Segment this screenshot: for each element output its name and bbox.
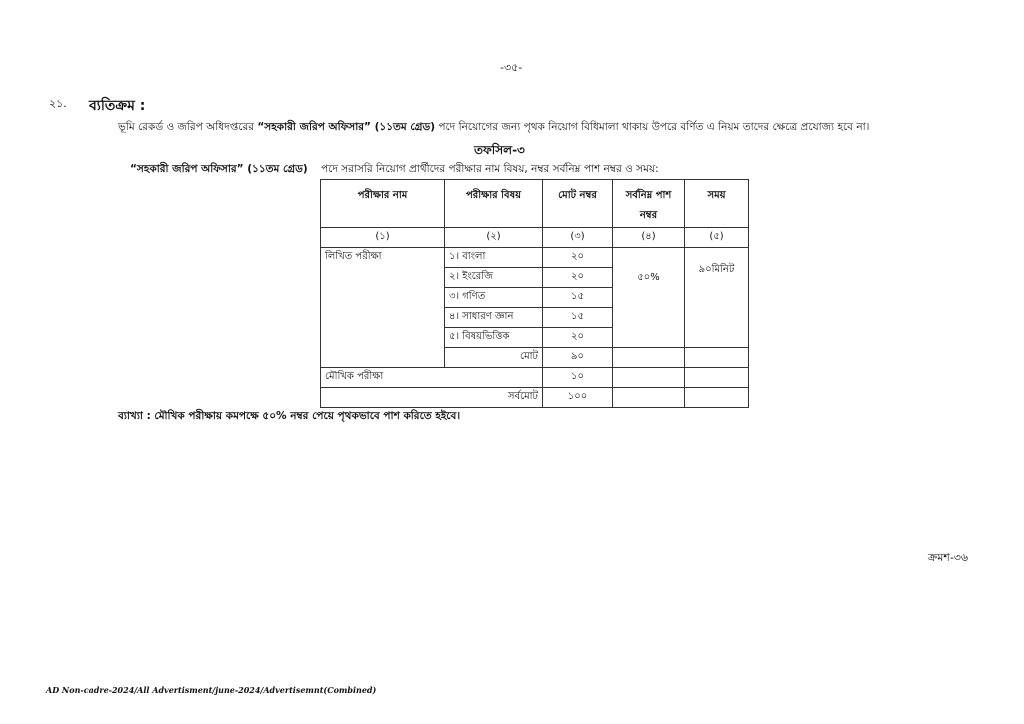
exception-paragraph xyxy=(118,120,869,137)
footer-path: AD Non-cadre-2024/All Advertisment/june-2024/Advertisemnt(Combined) xyxy=(46,685,377,695)
schedule-intro xyxy=(130,162,659,179)
oral-marks: ১০ xyxy=(543,368,613,388)
header-time: সময় xyxy=(685,180,749,228)
exam-table xyxy=(320,179,749,408)
grand-total: ১০০ xyxy=(543,388,613,408)
written-exam-cell: লিখিত পরীক্ষা xyxy=(321,248,445,368)
header-exam-name: পরীক্ষার নাম xyxy=(321,180,445,228)
schedule-title: তফসিল-৩ xyxy=(474,143,525,157)
header-pass-marks: সর্বনিম্ন পাশ নম্বর xyxy=(613,180,685,228)
empty-cell xyxy=(613,388,685,408)
total-label: মোট xyxy=(445,348,543,368)
col-number: (২) xyxy=(445,228,543,248)
pass-marks-cell: ৫০% xyxy=(613,248,685,348)
note-text: ব্যাখ্যা : মৌখিক পরীক্ষায় কমপক্ষে ৫০% নম্বর পেয়ে পৃথকভাবে পাশ করিতে হইবে। xyxy=(118,410,461,422)
page-number: -৩৫- xyxy=(500,61,523,74)
section-number: ২১. xyxy=(49,97,67,110)
header-exam-subject: পরীক্ষার বিষয় xyxy=(445,180,543,228)
subject-name: ২। ইংরেজি xyxy=(445,268,543,288)
section-title: ব্যতিক্রম : xyxy=(89,98,146,114)
col-number: (৩) xyxy=(543,228,613,248)
subject-marks: ২০ xyxy=(543,248,613,268)
subject-name: ৪। সাধারণ জ্ঞান xyxy=(445,308,543,328)
subject-name: ৩। গণিত xyxy=(445,288,543,308)
subject-marks: ১৫ xyxy=(543,308,613,328)
intro-text: পদে সরাসরি নিয়োগ প্রার্থীদের পরীক্ষার নাম বিষয়, নম্বর সর্বনিম্ন পাশ নম্বর ও সময়: xyxy=(321,163,659,175)
continued-label: ক্রমশ-৩৬ xyxy=(928,551,969,564)
subject-marks: ২০ xyxy=(543,328,613,348)
col-number: (৫) xyxy=(685,228,749,248)
empty-cell xyxy=(685,388,749,408)
subject-marks: ২০ xyxy=(543,268,613,288)
subject-name: ৫। বিষয়ভিত্তিক xyxy=(445,328,543,348)
empty-cell xyxy=(613,368,685,388)
header-total-marks: মোট নম্বর xyxy=(543,180,613,228)
empty-cell xyxy=(613,348,685,368)
empty-cell xyxy=(685,368,749,388)
para-post-title: “সহকারী জরিপ অফিসার” (১১তম গ্রেড) xyxy=(257,121,436,133)
para-pre: ভূমি রেকর্ড ও জরিপ অধিদপ্তরের xyxy=(118,121,258,133)
oral-exam-cell: মৌখিক পরীক্ষা xyxy=(321,368,543,388)
total-marks: ৯০ xyxy=(543,348,613,368)
grand-total-label: সর্বমোট xyxy=(321,388,543,408)
explanation-note xyxy=(118,409,460,426)
subject-marks: ১৫ xyxy=(543,288,613,308)
para-post: পদে নিয়োগের জন্য পৃথক নিয়োগ বিধিমালা থাকায় উপরে বর্ণিত এ নিয়ম তাদের ক্ষেত্রে প্রযোজ্য হবে না। xyxy=(435,121,870,133)
col-number: (৪) xyxy=(613,228,685,248)
col-number: (১) xyxy=(321,228,445,248)
intro-post-title: “সহকারী জরিপ অফিসার” (১১তম গ্রেড) xyxy=(130,163,308,175)
subject-name: ১। বাংলা xyxy=(445,248,543,268)
time-cell: ৯০মিনিট xyxy=(685,248,749,348)
empty-cell xyxy=(685,348,749,368)
